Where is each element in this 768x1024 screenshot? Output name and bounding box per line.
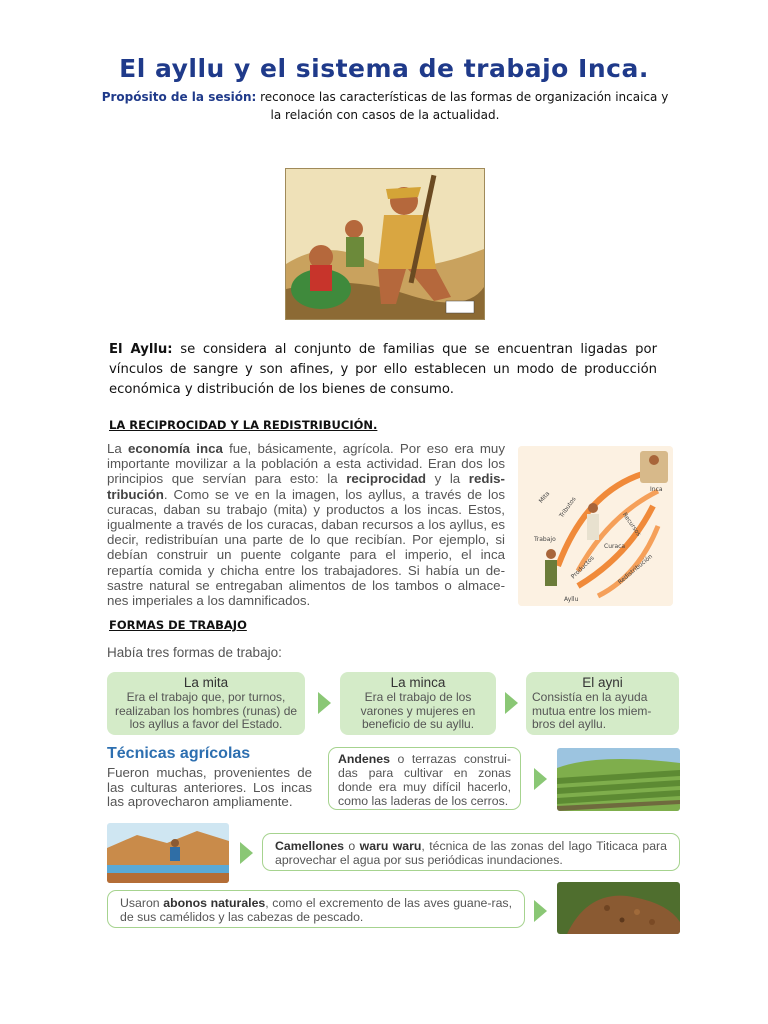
work-form-ayni xyxy=(526,672,679,735)
reciprocity-paragraph xyxy=(107,441,505,608)
arrow-right-icon xyxy=(240,842,253,864)
bold-segment: reciprocidad xyxy=(346,471,427,487)
techniques-title: Técnicas agrícolas xyxy=(107,745,251,762)
diagram-label-tributos: Tributos xyxy=(558,495,578,520)
natural-fertilizer-photo-icon xyxy=(557,882,680,934)
work-form-body: Era el trabajo de los varones y mujeres en beneficio de su ayllu. xyxy=(360,690,476,731)
bold-segment: economía inca xyxy=(128,441,223,456)
purpose-label: Propósito de la sesión: xyxy=(101,90,257,104)
work-form-body: Consistía en la ayuda mutua entre los miem-bros del ayllu. xyxy=(532,690,652,731)
work-forms-intro: Había tres formas de trabajo: xyxy=(107,645,282,660)
andenes-text: o terrazas construi-das para cultivar en zonas donde era muy difícil hacerlo, como las laderas de los cerros. xyxy=(338,752,511,808)
camellones-text: , técnica de las zonas del lago Titicaca para aprovechar el agua por sus periódicas inundaciones. xyxy=(275,839,667,867)
andenes-box xyxy=(328,747,521,810)
work-forms-heading: FORMAS DE TRABAJO xyxy=(109,618,247,632)
diagram-label-trabajo: Trabajo xyxy=(534,536,556,543)
page-title: El ayllu y el sistema de trabajo Inca. xyxy=(119,54,649,83)
arrow-right-icon xyxy=(534,900,547,922)
ayllu-definition xyxy=(109,340,657,400)
work-form-mita xyxy=(107,672,305,735)
diagram-label-ayllu: Ayllu xyxy=(564,596,579,603)
text-segment: fue, básicamente, agrícola. Por eso era muy importante movilizar a la población a esta actividad. Eran dos los principios que servían para esto: la xyxy=(107,441,505,487)
purpose-text: reconoce las características de las formas de organización incaica y la relación con casos de la actualidad. xyxy=(256,90,669,122)
andenes-terraces-photo-icon xyxy=(557,748,680,811)
work-form-body: Era el trabajo que, por turnos, realizaban los hombres (runas) de los ayllus a favor del Estado. xyxy=(114,690,298,731)
arrow-right-icon xyxy=(505,692,518,714)
diagram-label-redistribucion: Redistribución xyxy=(616,553,654,586)
reciprocity-diagram xyxy=(518,446,673,606)
diagram-label-productos: Productos xyxy=(569,554,596,581)
abonos-box xyxy=(107,890,525,928)
session-purpose xyxy=(100,88,670,124)
arrow-right-icon xyxy=(318,692,331,714)
andenes-term: Andenes xyxy=(338,752,390,766)
waru-waru-farmer-illustration-icon xyxy=(107,823,229,883)
ayllu-text: se considera al conjunto de familias que se encuentran ligadas por vínculos de sangre y son afines, y por ello establecen un modo de producción económica y distribución de los bienes de consumo. xyxy=(109,342,657,397)
camellones-conjunction: o xyxy=(344,839,360,853)
text-segment: y la xyxy=(426,471,469,487)
text-segment: . Como se ve en la imagen, los ayllus, a través de los curacas, daban su trabajo (mita) y productos a los incas. Estos, igualmente a través de los curacas, daban recursos a los ayllus, es decir, redistribuían una parte de lo que recibían. Por ejemplo, si debían construir un puente colgante para el imperio, el inca repartía comida y chicha entre los trabajadores. Si había un de-sastre natural se entregaban alimentos de los tambos o almace-nes imperiales a los damnificados. xyxy=(107,486,505,609)
arrow-right-icon xyxy=(534,768,547,790)
work-form-title: El ayni xyxy=(582,675,623,690)
inca-warrior-illustration-icon xyxy=(285,168,485,320)
work-form-title: La minca xyxy=(390,675,446,690)
text-segment: La xyxy=(107,441,128,456)
work-form-title: La mita xyxy=(183,675,229,690)
work-form-minca xyxy=(340,672,496,735)
diagram-label-curaca: Curaca xyxy=(604,543,626,550)
abonos-term: abonos naturales xyxy=(163,896,266,910)
techniques-intro: Fueron muchas, provenientes de las culturas anteriores. Los incas las aprovecharon ampliamente. xyxy=(107,765,312,809)
abonos-prefix: Usaron xyxy=(120,896,164,910)
waru-waru-term: waru waru xyxy=(359,839,422,853)
ayllu-term: El Ayllu: xyxy=(109,342,173,357)
diagram-label-mita: Mita xyxy=(537,490,552,505)
bold-segment: redis-tribución xyxy=(107,471,505,502)
abonos-text: , como el excremento de las aves guane-ras, de sus camélidos y las cabezas de pescado. xyxy=(120,896,512,924)
camellones-term: Camellones xyxy=(275,839,345,853)
diagram-label-recursos: Recursos xyxy=(620,511,643,538)
diagram-label-inca: Inca xyxy=(650,486,663,493)
camellones-box xyxy=(262,833,680,871)
reciprocity-heading: LA RECIPROCIDAD Y LA REDISTRIBUCIÓN. xyxy=(109,418,378,432)
